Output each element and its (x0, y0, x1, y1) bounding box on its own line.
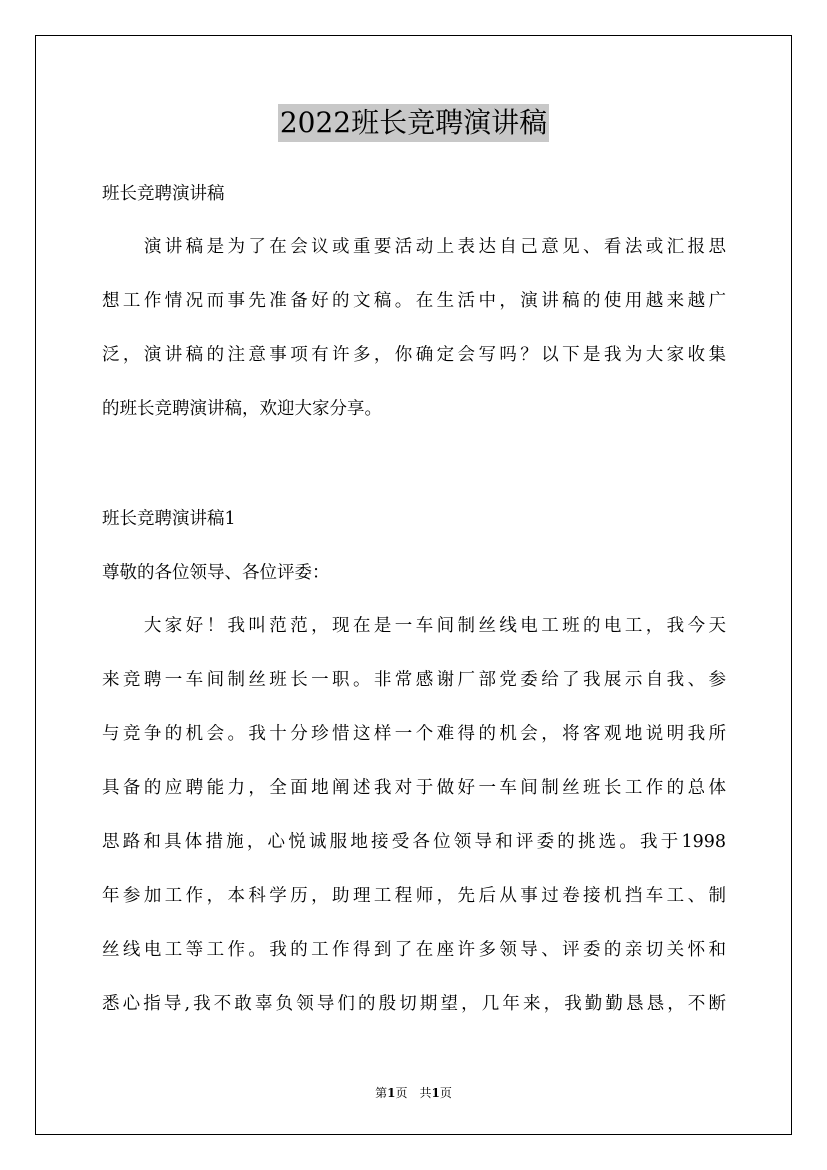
body-line-5: 思路和具体措施，心悦诚服地接受各位领导和评委的挑选。我于1998 (102, 832, 726, 852)
footer-page-prefix: 第 (375, 1086, 388, 1100)
subtitle: 班长竞聘演讲稿 (102, 184, 225, 204)
body-line-1: 大家好！我叫范范，现在是一车间制丝线电工班的电工，我今天 (102, 616, 726, 636)
document-title: 2022班长竞聘演讲稿 (278, 104, 549, 142)
footer-page-total: 1 (431, 1086, 440, 1100)
body-line-3: 与竞争的机会。我十分珍惜这样一个难得的机会，将客观地说明我所 (102, 724, 726, 744)
salutation: 尊敬的各位领导、各位评委： (102, 563, 330, 583)
body-line-7: 丝线电工等工作。我的工作得到了在座许多领导、评委的亲切关怀和 (102, 940, 726, 960)
body-line-6: 年参加工作，本科学历，助理工程师，先后从事过卷接机挡车工、制 (102, 886, 726, 906)
section-heading: 班长竞聘演讲稿1 (102, 509, 236, 529)
footer-page-suffix: 页 (439, 1086, 452, 1100)
body-line-4: 具备的应聘能力，全面地阐述我对于做好一车间制丝班长工作的总体 (102, 778, 726, 798)
footer-page-current: 1 (387, 1086, 396, 1100)
body-line-8: 悉心指导,我不敢辜负领导们的殷切期望，几年来，我勤勤恳恳，不断 (102, 994, 726, 1014)
page-footer (0, 1084, 827, 1101)
intro-line-4: 的班长竞聘演讲稿，欢迎大家分享。 (102, 399, 382, 419)
footer-page-mid: 页 共 (395, 1086, 432, 1100)
intro-line-2: 想工作情况而事先准备好的文稿。在生活中，演讲稿的使用越来越广 (102, 291, 726, 311)
intro-line-1: 演讲稿是为了在会议或重要活动上表达自己意见、看法或汇报思 (102, 237, 726, 257)
title-wrapper (0, 104, 827, 142)
body-line-2: 来竞聘一车间制丝班长一职。非常感谢厂部党委给了我展示自我、参 (102, 670, 726, 690)
intro-line-3: 泛，演讲稿的注意事项有许多，你确定会写吗？以下是我为大家收集 (102, 345, 726, 365)
